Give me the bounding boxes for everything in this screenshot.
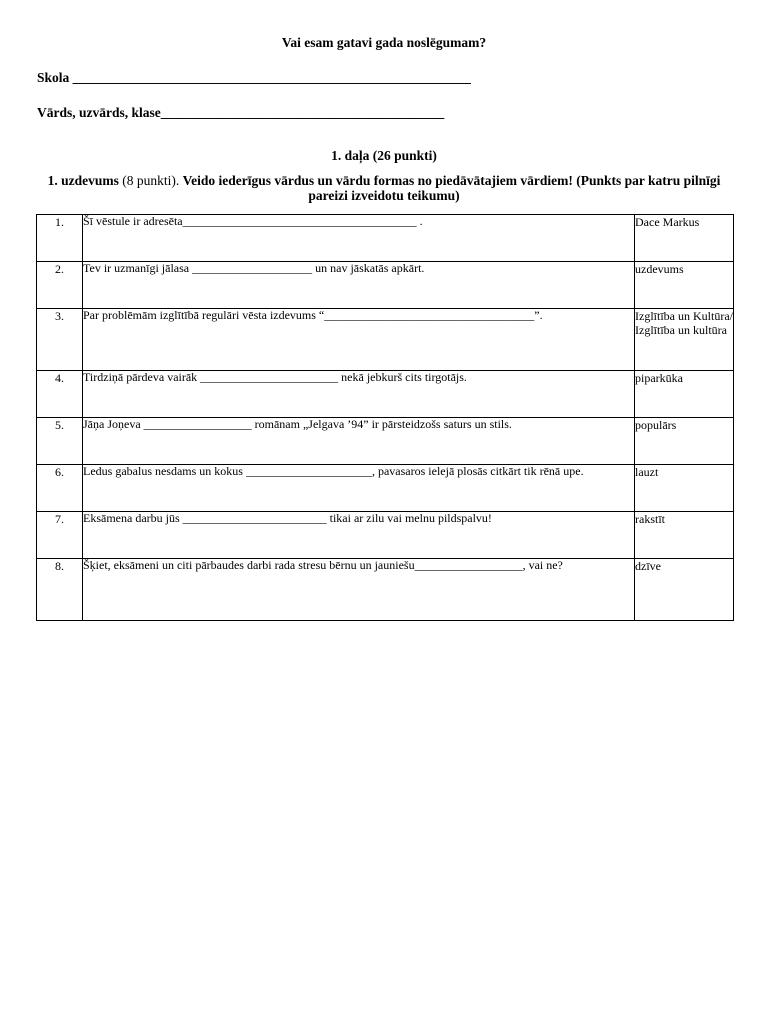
- row-number: 6.: [37, 465, 83, 512]
- row-sentence[interactable]: Šī vēstule ir adresēta_______________________________________ .: [83, 215, 635, 262]
- row-sentence[interactable]: Ledus gabalus nesdams un kokus _____________________, pavasaros ielejā plosās citkārt tik rēnā upe.: [83, 465, 635, 512]
- table-row: [37, 262, 734, 309]
- name-class-blank[interactable]: __________________________________________: [160, 105, 445, 120]
- row-number: 3.: [37, 309, 83, 371]
- row-number: 4.: [37, 371, 83, 418]
- row-sentence[interactable]: Tev ir uzmanīgi jālasa ____________________ un nav jāskatās apkārt.: [83, 262, 635, 309]
- row-base-word: dzīve: [635, 559, 734, 621]
- row-sentence[interactable]: Šķiet, eksāmeni un citi pārbaudes darbi rada stresu bērnu un jauniešu__________________, vai ne?: [83, 559, 635, 621]
- row-base-word: lauzt: [635, 465, 734, 512]
- table-row: [37, 418, 734, 465]
- row-number: 5.: [37, 418, 83, 465]
- row-base-word: rakstīt: [635, 512, 734, 559]
- school-blank[interactable]: ___________________________________________________________: [72, 70, 471, 85]
- task-points: (8 punkti).: [118, 173, 183, 188]
- row-sentence[interactable]: Par problēmām izglītībā regulāri vēsta izdevums “___________________________________”.: [83, 309, 635, 371]
- exercise-table: [36, 214, 734, 621]
- row-sentence[interactable]: Eksāmena darbu jūs ________________________ tikai ar zilu vai melnu pildspalvu!: [83, 512, 635, 559]
- table-row: [37, 465, 734, 512]
- page-title: Vai esam gatavi gada noslēgumam?: [281, 35, 487, 50]
- part-heading: 1. daļa (26 punkti): [331, 148, 437, 163]
- table-row: [37, 559, 734, 621]
- name-class-field: [37, 105, 444, 121]
- row-number: 8.: [37, 559, 83, 621]
- task-number: 1. uzdevums: [47, 173, 119, 188]
- row-base-word: piparkūka: [635, 371, 734, 418]
- table-row: [37, 512, 734, 559]
- row-sentence[interactable]: Tirdziņā pārdeva vairāk _______________________ nekā jebkurš cits tirgotājs.: [83, 371, 635, 418]
- table-row: [37, 309, 734, 371]
- task-instruction: Veido iederīgus vārdus un vārdu formas no piedāvātajiem vārdiem! (Punkts par katru pilnīgi pareizi izveidotu teikumu): [182, 173, 721, 203]
- row-base-word: Izglītība un Kultūra/ Izglītība un kultūra: [635, 309, 734, 371]
- row-base-word: populārs: [635, 418, 734, 465]
- row-number: 7.: [37, 512, 83, 559]
- name-class-label: Vārds, uzvārds, klase: [37, 105, 161, 120]
- school-field: [37, 70, 471, 86]
- row-number: 2.: [37, 262, 83, 309]
- row-sentence[interactable]: Jāņa Joņeva __________________ romānam „Jelgava ’94” ir pārsteidzošs saturs un stils.: [83, 418, 635, 465]
- school-label: Skola: [37, 70, 70, 85]
- row-number: 1.: [37, 215, 83, 262]
- table-row: [37, 215, 734, 262]
- table-row: [37, 371, 734, 418]
- row-base-word: Dace Markus: [635, 215, 734, 262]
- row-base-word: uzdevums: [635, 262, 734, 309]
- task-description: [40, 173, 728, 203]
